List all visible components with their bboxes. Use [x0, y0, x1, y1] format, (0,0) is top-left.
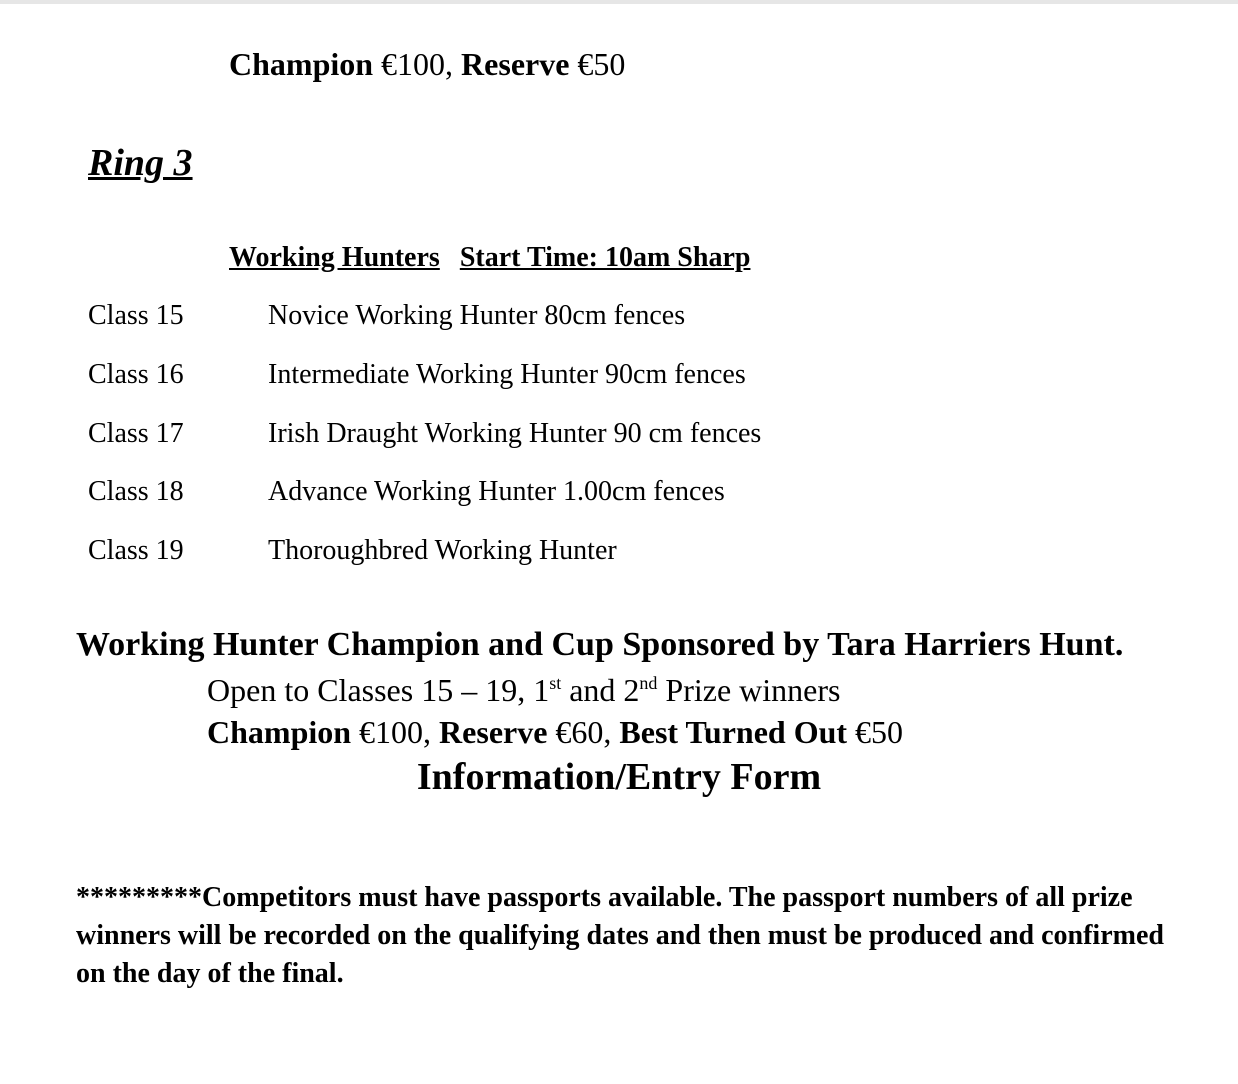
class-number: Class 17	[88, 418, 184, 449]
best-turned-out-label: Best Turned Out	[619, 714, 848, 750]
top-prize-line	[229, 44, 625, 84]
championship-prize-line	[207, 712, 903, 752]
class-number: Class 18	[88, 476, 184, 507]
first-suffix: st	[549, 673, 562, 693]
second-suffix: nd	[639, 673, 658, 693]
class-row	[88, 357, 746, 393]
class-description: Advance Working Hunter 1.00cm fences	[268, 476, 725, 507]
eligibility-end: Prize winners	[657, 672, 841, 708]
class-row	[88, 416, 761, 452]
form-title: Information/Entry Form	[416, 756, 822, 798]
class-row	[88, 474, 725, 510]
eligibility-middle: and 2	[561, 672, 640, 708]
champion-label: Champion	[229, 46, 374, 82]
champion-label: Champion	[207, 714, 352, 750]
ring-heading: Ring 3	[88, 142, 193, 184]
champion-amount: €100,	[351, 714, 440, 750]
reserve-amount: €60,	[547, 714, 620, 750]
champion-amount: €100,	[373, 46, 462, 82]
start-time: Start Time: 10am Sharp	[459, 242, 751, 273]
class-description: Thoroughbred Working Hunter	[268, 535, 617, 566]
class-description: Irish Draught Working Hunter 90 cm fences	[268, 418, 762, 449]
class-description: Novice Working Hunter 80cm fences	[268, 300, 686, 331]
sponsor-heading: Working Hunter Champion and Cup Sponsored by Tara Harriers Hunt.	[76, 626, 1124, 663]
eligibility-line	[207, 670, 840, 710]
passport-notice: *********Competitors must have passports available. The passport numbers of all prize winners will be recorded on the qualifying dates and then must be produced and confirmed on the day of the final.	[76, 882, 1164, 989]
class-number: Class 16	[88, 359, 184, 390]
eligibility-prefix: Open to Classes 15 – 19, 1	[207, 672, 550, 708]
class-description: Intermediate Working Hunter 90cm fences	[268, 359, 746, 390]
class-number: Class 19	[88, 535, 184, 566]
top-divider	[0, 0, 1238, 4]
reserve-amount: €50	[569, 46, 626, 82]
section-name: Working Hunters	[229, 242, 440, 273]
class-row	[88, 533, 617, 569]
best-turned-out-amount: €50	[847, 714, 904, 750]
class-row	[88, 298, 685, 334]
class-number: Class 15	[88, 300, 184, 331]
reserve-label: Reserve	[461, 46, 570, 82]
reserve-label: Reserve	[439, 714, 548, 750]
section-heading	[229, 240, 750, 276]
